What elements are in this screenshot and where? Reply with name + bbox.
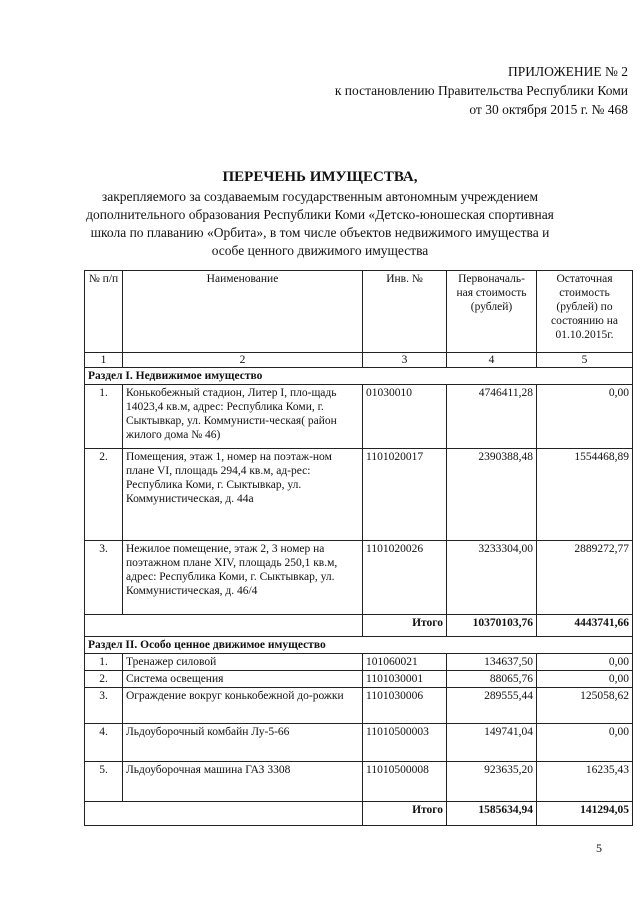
row-inv: 11010500008	[363, 762, 447, 802]
row-inv: 01030010	[363, 385, 447, 449]
row-initial: 2390388,48	[447, 449, 537, 541]
row-name: Тренажер силовой	[123, 654, 363, 671]
section-row	[85, 368, 633, 385]
row-name: Ограждение вокруг конькобежной до-рожки	[123, 688, 363, 724]
total-initial: 1585634,94	[447, 802, 537, 826]
table-header-row	[85, 271, 633, 353]
row-residual: 16235,43	[537, 762, 633, 802]
col-index: 5	[537, 353, 633, 368]
row-name: Конькобежный стадион, Литер I, пло-щадь 14023,4 кв.м, адрес: Республика Коми, г. Сыктывкар, ул. Коммунисти-ческая( район жилого дома № 46)	[123, 385, 363, 449]
col-header-inv: Инв. №	[363, 271, 447, 353]
row-inv: 1101030006	[363, 688, 447, 724]
total-label: Итого	[363, 802, 447, 826]
row-initial: 3233304,00	[447, 541, 537, 615]
row-initial: 88065,76	[447, 671, 537, 688]
document-subtitle	[60, 188, 580, 260]
col-header-residual: Остаточная стоимость (рублей) по состоянию на 01.10.2015г.	[537, 271, 633, 353]
row-num: 5.	[85, 762, 123, 802]
row-inv: 1101020026	[363, 541, 447, 615]
section-title: Раздел I. Недвижимое имущество	[85, 368, 633, 385]
table-row	[85, 688, 633, 724]
row-initial: 4746411,28	[447, 385, 537, 449]
appendix-date: от 30 октября 2015 г. № 468	[469, 102, 628, 117]
total-row	[85, 615, 633, 637]
row-num: 3.	[85, 688, 123, 724]
row-name: Льдоуборочный комбайн Лу-5-66	[123, 724, 363, 762]
table-row	[85, 724, 633, 762]
table-row	[85, 449, 633, 541]
row-inv: 1101020017	[363, 449, 447, 541]
subtitle-line: дополнительного образования Республики Коми «Детско-юношеская спортивная	[86, 207, 554, 222]
total-row	[85, 802, 633, 826]
section-row	[85, 637, 633, 654]
appendix-title: ПРИЛОЖЕНИЕ № 2	[507, 64, 628, 79]
subtitle-line: закрепляемого за создаваемым государственным автономным учреждением	[101, 189, 539, 204]
col-index: 1	[85, 353, 123, 368]
col-header-name: Наименование	[123, 271, 363, 353]
table-row	[85, 541, 633, 615]
row-initial: 289555,44	[447, 688, 537, 724]
col-index: 2	[123, 353, 363, 368]
row-name: Льдоуборочная машина ГАЗ 3308	[123, 762, 363, 802]
table-row	[85, 671, 633, 688]
subtitle-line: особе ценного движимого имущества	[211, 243, 429, 258]
row-name: Помещения, этаж 1, номер на поэтаж-ном плане VI, площадь 294,4 кв.м, ад-рес: Республика Коми, г. Сыктывкар, ул. Коммунистическая, д. 44а	[123, 449, 363, 541]
row-residual: 0,00	[537, 671, 633, 688]
page-number: 5	[596, 841, 602, 855]
row-num: 1.	[85, 385, 123, 449]
row-initial: 149741,04	[447, 724, 537, 762]
row-residual: 0,00	[537, 724, 633, 762]
row-initial: 134637,50	[447, 654, 537, 671]
row-residual: 2889272,77	[537, 541, 633, 615]
row-num: 3.	[85, 541, 123, 615]
property-table	[84, 270, 633, 826]
subtitle-line: школа по плаванию «Орбита», в том числе объектов недвижимого имущества и	[90, 225, 550, 240]
appendix-decree: к постановлению Правительства Республики Коми	[334, 83, 628, 98]
col-header-initial: Первоначаль-ная стоимость (рублей)	[447, 271, 537, 353]
total-initial: 10370103,76	[447, 615, 537, 637]
row-name: Система освещения	[123, 671, 363, 688]
row-name: Нежилое помещение, этаж 2, 3 номер на поэтажном плане XIV, площадь 250,1 кв.м, адрес: Республика Коми, г. Сыктывкар, ул. Коммунистическая, д. 46/4	[123, 541, 363, 615]
row-residual: 0,00	[537, 654, 633, 671]
row-inv: 11010500003	[363, 724, 447, 762]
document-title: ПЕРЕЧЕНЬ ИМУЩЕСТВА,	[222, 169, 418, 185]
col-header-num: № п/п	[85, 271, 123, 353]
total-residual: 141294,05	[537, 802, 633, 826]
row-initial: 923635,20	[447, 762, 537, 802]
table-row	[85, 654, 633, 671]
column-index-row	[85, 353, 633, 368]
table-row	[85, 762, 633, 802]
col-index: 4	[447, 353, 537, 368]
row-residual: 0,00	[537, 385, 633, 449]
row-num: 4.	[85, 724, 123, 762]
row-num: 2.	[85, 449, 123, 541]
appendix-header	[335, 62, 628, 119]
row-num: 1.	[85, 654, 123, 671]
total-label: Итого	[363, 615, 447, 637]
table-row	[85, 385, 633, 449]
section-title: Раздел II. Особо ценное движимое имущество	[85, 637, 633, 654]
row-inv: 101060021	[363, 654, 447, 671]
row-num: 2.	[85, 671, 123, 688]
row-inv: 1101030001	[363, 671, 447, 688]
row-residual: 125058,62	[537, 688, 633, 724]
col-index: 3	[363, 353, 447, 368]
total-residual: 4443741,66	[537, 615, 633, 637]
row-residual: 1554468,89	[537, 449, 633, 541]
